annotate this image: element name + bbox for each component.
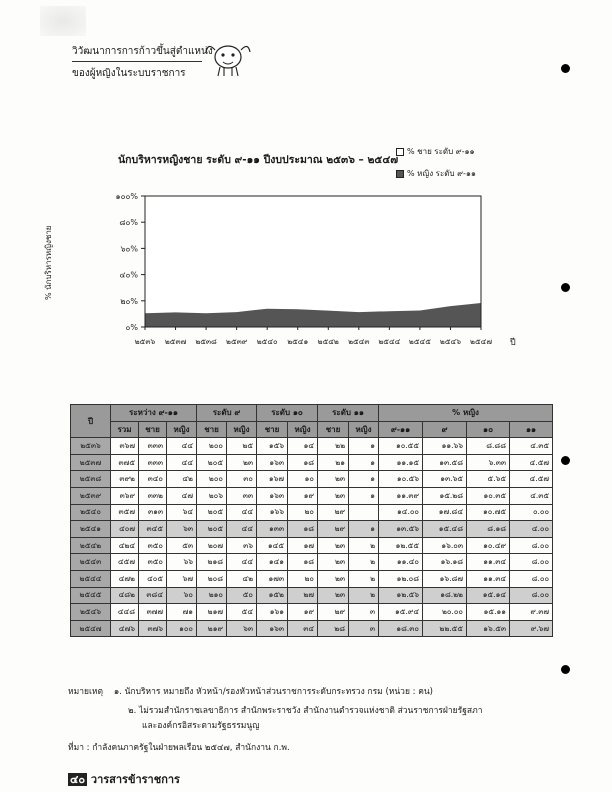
table-sub-header-cell: รวม [111, 421, 139, 438]
table-cell: ๙.๓๗ [510, 604, 553, 621]
table-cell: ๒ [349, 587, 379, 604]
table-cell: ๔๔๘ [111, 604, 139, 621]
table-cell [349, 504, 379, 521]
table-cell: ๑๘.๒๒ [423, 587, 467, 604]
source-line: ที่มา : กำลังคนภาครัฐในฝ่ายพลเรือน ๒๕๔๗, สำนักงาน ก.พ. [68, 743, 290, 753]
table-header-year: ปี [71, 405, 111, 438]
table-cell: ๑๕๒ [257, 587, 288, 604]
x-tick-label: ๒๕๔๐ [256, 337, 278, 346]
table-cell: ๑๓.๕๖ [379, 521, 423, 538]
chart-y-axis-label: % นักบริหารหญิงชาย [44, 225, 53, 300]
table-cell: ๓๓ [227, 487, 257, 504]
x-tick-label: ๒๕๓๙ [226, 337, 248, 346]
table-cell: ๓๓๓ [139, 454, 167, 471]
table-cell: ๓ [349, 620, 379, 637]
note-1-text: ๑. นักบริหาร หมายถึง หัวหน้า/รองหัวหน้าส่วนราชการระดับกระทรวง กรม (หน่วย : คน) [113, 687, 434, 697]
x-tick-label: ๒๕๓๖ [134, 337, 156, 346]
table-cell: ๑๐๐ [167, 620, 197, 637]
table-header-range: ระหว่าง ๙-๑๑ [111, 405, 197, 422]
table-cell: ๒ [349, 537, 379, 554]
table-row [71, 471, 553, 488]
table-cell: ๔๔ [227, 504, 257, 521]
table-cell: ๓๕๐ [139, 537, 167, 554]
table-header-level11: ระดับ ๑๑ [318, 405, 379, 422]
table-cell: ๕.๖๕ [467, 471, 510, 488]
table-cell: ๘.๐๐ [510, 570, 553, 587]
x-tick-label: ๒๕๓๘ [195, 337, 217, 346]
table-row [71, 554, 553, 571]
table-cell: ๓๙๒ [111, 471, 139, 488]
table-cell: ๓๖๙ [111, 487, 139, 504]
table-cell: ๑๖๓ [257, 454, 288, 471]
table-cell: ๓๘๔ [139, 587, 167, 604]
table-sub-header-cell: ชาย [257, 421, 288, 438]
table-cell: ๒๓ [318, 537, 349, 554]
table-cell: ๑๑.๓๔ [467, 570, 510, 587]
table-cell: ๗๑ [167, 604, 197, 621]
notes-label: หมายเหตุ [68, 687, 103, 697]
table-cell: ๑๓๓ [257, 521, 288, 538]
table-cell: ๑ [349, 471, 379, 488]
table-cell: ๑๑.๓๔ [467, 554, 510, 571]
table-cell: ๒๓ [318, 587, 349, 604]
table-cell: ๖๓ [167, 521, 197, 538]
table-cell: ๓๓๓ [139, 438, 167, 455]
table-cell-year: ๒๕๔๖ [71, 604, 111, 621]
table-cell: ๒ [349, 570, 379, 587]
table-cell: ๔๘๒ [111, 587, 139, 604]
table-group-header-row [71, 405, 553, 422]
table-cell: ๒๑๘ [197, 554, 227, 571]
table-cell: ๑๖.๐๓ [423, 537, 467, 554]
table-cell: ๑ [349, 438, 379, 455]
table-cell: ๑๖๓ [257, 487, 288, 504]
table-body [71, 438, 553, 637]
table-row [71, 438, 553, 455]
table-cell: ๓๖๗ [111, 438, 139, 455]
table-cell: ๘.๐๐ [510, 554, 553, 571]
x-tick-label: ๒๕๔๖ [439, 337, 461, 346]
table-cell: ๒๑๗ [197, 604, 227, 621]
x-tick-label: ๒๕๔๓ [348, 337, 370, 346]
table-cell: ๖๓ [227, 620, 257, 637]
table-cell: ๑๓.๕๘ [423, 454, 467, 471]
table-sub-header-cell: ชาย [318, 421, 349, 438]
table-cell: ๓๖ [227, 537, 257, 554]
table-cell: ๑๖๑ [257, 604, 288, 621]
table-cell-year: ๒๕๔๐ [71, 504, 111, 521]
table-sub-header-cell: ๑๑ [510, 421, 553, 438]
table-cell: ๙.๖๗ [510, 620, 553, 637]
table-header-level10: ระดับ ๑๐ [257, 405, 318, 422]
table-cell-year: ๒๕๔๓ [71, 554, 111, 571]
table-cell: ๑๔๕ [257, 537, 288, 554]
table-cell: ๑๑.๑๕ [379, 454, 423, 471]
table-cell: ๒๓ [318, 487, 349, 504]
table-cell: ๔๐๕ [139, 570, 167, 587]
table-cell: ๑๖๓ [257, 620, 288, 637]
plot-area [145, 196, 481, 327]
table-sub-header-cell: หญิง [349, 421, 379, 438]
y-tick-label: ๘๐% [119, 218, 138, 228]
table-cell: ๔๔ [227, 554, 257, 571]
notes-block [68, 683, 483, 736]
x-tick-label: ๒๕๔๑ [287, 337, 309, 346]
table-cell: ๑๕.๒๘ [423, 487, 467, 504]
margin-dot [561, 456, 570, 465]
table-cell: ๑๕.๑๑ [467, 604, 510, 621]
table-row [71, 521, 553, 538]
table-cell: ๔๗๒ [111, 570, 139, 587]
table-cell: ๒๑๙ [197, 620, 227, 637]
table-cell: ๓๕๐ [139, 554, 167, 571]
x-tick-label: ๒๕๔๔ [378, 337, 401, 346]
table-cell: ๓ [349, 604, 379, 621]
table-cell: ๒๐๐ [197, 471, 227, 488]
table-cell: ๒๓ [318, 554, 349, 571]
table-cell: ๕๓ [167, 537, 197, 554]
x-tick-label: ๒๕๔๕ [408, 337, 431, 346]
table-cell: ๒๓ [227, 454, 257, 471]
footer [68, 770, 180, 788]
page-number: ๔๐ [70, 773, 86, 786]
table-cell-year: ๒๕๔๕ [71, 587, 111, 604]
table-cell: ๒๐ [288, 570, 318, 587]
table-cell: ๑๐.๓๕ [467, 487, 510, 504]
table-cell: ๕๐ [227, 587, 257, 604]
table-cell: ๑๐ [288, 471, 318, 488]
table-cell: ๔.๕๗ [510, 454, 553, 471]
table-cell: ๖๖ [167, 554, 197, 571]
table-cell: ๒๘ [318, 620, 349, 637]
table-cell: ๒๒.๕๕ [423, 620, 467, 637]
table-row [71, 587, 553, 604]
table-cell: ๑๔.๐๐ [379, 504, 423, 521]
table-cell: ๔๒๔ [111, 537, 139, 554]
table-header-percent-female: % หญิง [379, 405, 553, 422]
table-cell: ๑๔๑ [257, 554, 288, 571]
table-cell: ๑๖.๘๗ [423, 570, 467, 587]
table-cell: ๓๓๒ [139, 487, 167, 504]
table-cell: ๐.๐๐ [510, 504, 553, 521]
table-cell: ๑๐.๕๖ [379, 471, 423, 488]
table-cell: ๑ [349, 454, 379, 471]
table-cell-year: ๒๕๓๗ [71, 454, 111, 471]
table-cell: ๖๔ [167, 504, 197, 521]
table-cell: ๑๕.๙๔ [379, 604, 423, 621]
table-cell: ๘.๘๘ [467, 438, 510, 455]
table-cell: ๒๙ [318, 521, 349, 538]
table-row [71, 454, 553, 471]
table-cell: ๑๔ [288, 438, 318, 455]
table-cell: ๑๒.๐๘ [379, 570, 423, 587]
table-cell: ๓๗๗ [139, 604, 167, 621]
table-sub-header-cell: หญิง [227, 421, 257, 438]
y-tick-label: ๖๐% [120, 244, 138, 254]
table-cell: ๑๘ [288, 521, 318, 538]
table-cell: ๑๙ [288, 487, 318, 504]
table-cell: ๑๖๖ [257, 504, 288, 521]
table-cell: ๔๕๗ [111, 554, 139, 571]
table-cell: ๓๐ [227, 471, 257, 488]
table-sub-header-row [71, 421, 553, 438]
table-row [71, 487, 553, 504]
table-cell: ๒๒ [318, 438, 349, 455]
table-cell: ๑๐.๕๕ [379, 438, 423, 455]
table-cell: ๒๗ [288, 587, 318, 604]
data-table [70, 404, 553, 637]
table-row [71, 537, 553, 554]
table-cell: ๑๘ [288, 454, 318, 471]
table-cell: ๒๐๕ [197, 521, 227, 538]
x-tick-label: ๒๕๔๒ [317, 337, 339, 346]
table-cell: ๑๑.๖๖ [423, 438, 467, 455]
table-cell: ๔๔ [227, 521, 257, 538]
table-cell: ๑๘.๓๐ [379, 620, 423, 637]
table-row [71, 570, 553, 587]
table-cell: ๔๒ [227, 570, 257, 587]
note-2-cont: และองค์กรอิสระตามรัฐธรรมนูญ [142, 721, 260, 731]
note-2: ๒. ไม่รวมสำนักราชเลขาธิการ สำนักพระราชวัง สำนักงานตำรวจแห่งชาติ ส่วนราชการฝ่ายรัฐสภา [128, 706, 483, 716]
table-sub-header-cell: หญิง [288, 421, 318, 438]
table-cell: ๘.๑๘ [467, 521, 510, 538]
table-cell: ๓๗๖ [139, 620, 167, 637]
table-cell: ๒๐๗ [197, 537, 227, 554]
table-sub-header-cell: ๙ [423, 421, 467, 438]
table-cell: ๖.๓๓ [467, 454, 510, 471]
table-cell: ๑ [349, 521, 379, 538]
table-cell: ๑๑.๔๐ [379, 554, 423, 571]
table-sub-header-cell: ๙-๑๑ [379, 421, 423, 438]
x-axis-label: ปี [510, 338, 516, 348]
table-cell: ๕๔ [227, 604, 257, 621]
table-cell: ๒๐ [288, 504, 318, 521]
table-cell: ๒๓ [318, 471, 349, 488]
table-cell: ๒๐๐ [197, 438, 227, 455]
table-cell: ๑๙ [288, 604, 318, 621]
table-cell: ๑๗๓ [257, 570, 288, 587]
table-sub-header-cell: ชาย [139, 421, 167, 438]
table-cell: ๘.๐๐ [510, 537, 553, 554]
table-cell: ๓๗๕ [111, 454, 139, 471]
table-cell: ๖๐ [167, 587, 197, 604]
table-cell: ๑ [349, 487, 379, 504]
table-cell: ๑๕.๑๔ [467, 587, 510, 604]
table-cell: ๒๙ [318, 504, 349, 521]
table-cell: ๔๔ [167, 438, 197, 455]
table-cell: ๒ [349, 554, 379, 571]
table-cell: ๔๗๖ [111, 620, 139, 637]
table-cell: ๑๒.๕๖ [379, 587, 423, 604]
table-header-level9: ระดับ ๙ [197, 405, 257, 422]
table-cell: ๒๓ [318, 570, 349, 587]
table-cell: ๑๐.๗๕ [467, 504, 510, 521]
table-cell: ๑๗ [288, 537, 318, 554]
table-cell-year: ๒๕๔๗ [71, 620, 111, 637]
table-cell: ๑๖๗ [257, 471, 288, 488]
table-cell: ๑๒.๕๕ [379, 537, 423, 554]
table-cell: ๒๐๘ [197, 570, 227, 587]
x-tick-label: ๒๕๓๗ [164, 337, 187, 346]
table-cell: ๓๔ [288, 620, 318, 637]
table-sub-header-cell: หญิง [167, 421, 197, 438]
table-sub-header-cell: ชาย [197, 421, 227, 438]
table-cell-year: ๒๕๔๔ [71, 570, 111, 587]
table-cell: ๑๘ [288, 554, 318, 571]
table-cell: ๒๑ [318, 454, 349, 471]
table-cell: ๔๗ [167, 487, 197, 504]
table-cell: ๘.๐๐ [510, 587, 553, 604]
table-cell: ๔.๓๕ [510, 487, 553, 504]
header-title-line2: ของผู้หญิงในระบบราชการ [72, 68, 186, 79]
table-row [71, 504, 553, 521]
table-cell-year: ๒๕๔๑ [71, 521, 111, 538]
table-cell: ๖๗ [167, 570, 197, 587]
table-cell: ๑๗.๘๔ [423, 504, 467, 521]
table-cell: ๔.๓๕ [510, 438, 553, 455]
table-cell: ๓๔๕ [139, 521, 167, 538]
table-cell: ๓๕๗ [111, 504, 139, 521]
table-cell: ๔๔ [167, 454, 197, 471]
table-cell: ๒๐๖ [197, 487, 227, 504]
table-cell: ๑๕๖ [257, 438, 288, 455]
y-tick-label: ๔๐% [119, 270, 138, 280]
table-cell: ๑๕.๔๘ [423, 521, 467, 538]
legend-label-female: % หญิง ระดับ ๙-๑๑ [407, 169, 476, 178]
table-cell: ๔๐๗ [111, 521, 139, 538]
header-title-line1: วิวัฒนาการการก้าวขึ้นสู่ตำแหน่ง [72, 46, 213, 57]
table-cell: ๒๐๕ [197, 504, 227, 521]
table-cell: ๑๖.๕๓ [467, 620, 510, 637]
table-cell: ๒๐.๐๐ [423, 604, 467, 621]
table-sub-header-cell: ๑๐ [467, 421, 510, 438]
legend-label-male: % ชาย ระดับ ๙-๑๑ [407, 147, 475, 156]
table-row [71, 620, 553, 637]
table-cell-year: ๒๕๔๒ [71, 537, 111, 554]
table-cell-year: ๒๕๓๖ [71, 438, 111, 455]
table-cell: ๑๖.๑๘ [423, 554, 467, 571]
table-cell-year: ๒๕๓๙ [71, 487, 111, 504]
y-tick-label: ๑๐๐% [115, 192, 138, 201]
journal-name: วารสารข้าราชการ [90, 773, 180, 786]
margin-dot [561, 665, 570, 674]
x-tick-label: ๒๕๔๗ [470, 337, 492, 346]
table-cell: ๑๓.๖๕ [423, 471, 467, 488]
chart-title: นักบริหารหญิงชาย ระดับ ๙-๑๑ ปีงบประมาณ ๒๕๓๖ – ๒๕๔๗ [118, 154, 399, 166]
table-cell: ๒๕ [227, 438, 257, 455]
table-cell-year: ๒๕๓๘ [71, 471, 111, 488]
note-1 [68, 683, 483, 702]
table-cell: ๔๒ [167, 471, 197, 488]
table-cell: ๑๑.๓๙ [379, 487, 423, 504]
table-row [71, 604, 553, 621]
table-cell: ๓๑๓ [139, 504, 167, 521]
table-cell: ๔.๐๐ [510, 521, 553, 538]
table-cell: ๔.๕๗ [510, 471, 553, 488]
table-cell: ๒๙ [318, 604, 349, 621]
table-cell: ๒๐๕ [197, 454, 227, 471]
table-cell: ๑๐.๔๙ [467, 537, 510, 554]
y-tick-label: ๒๐% [120, 296, 138, 306]
table-cell: ๓๔๐ [139, 471, 167, 488]
table-cell: ๒๑๐ [197, 587, 227, 604]
y-tick-label: ๐% [125, 323, 138, 332]
